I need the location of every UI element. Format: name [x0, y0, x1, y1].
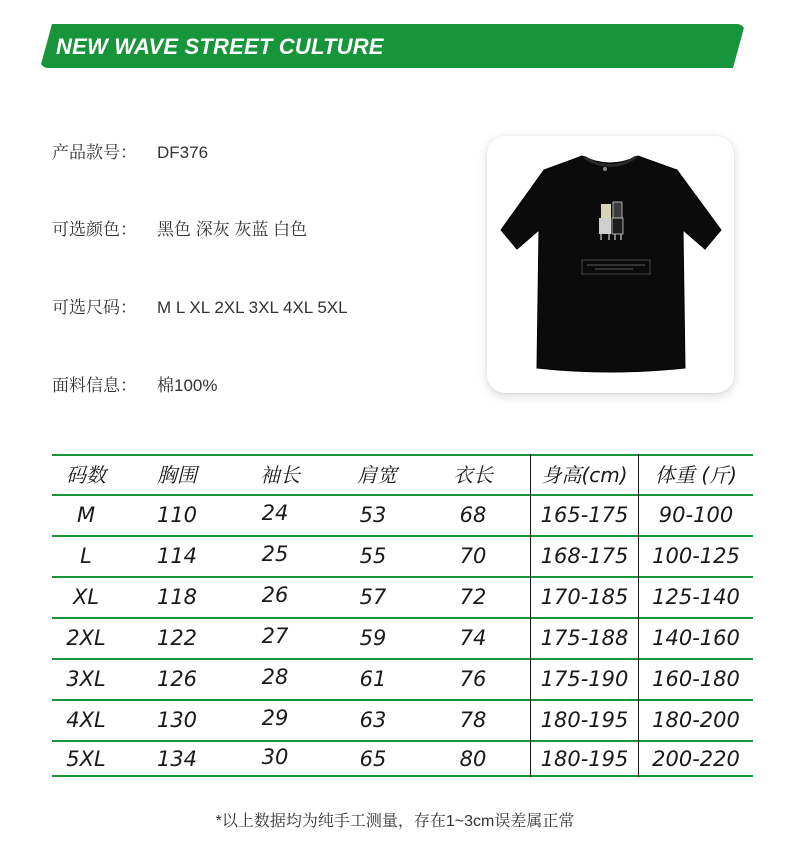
table-cell: 134	[156, 747, 198, 771]
table-cell: 168-175	[540, 544, 629, 568]
table-cell: 30	[261, 745, 289, 769]
table-cell: 59	[359, 626, 387, 650]
table-cell: 200-220	[652, 747, 740, 771]
table-cell: 175-190	[540, 667, 629, 691]
table-cell: 118	[156, 585, 198, 609]
table-rule	[52, 775, 753, 777]
product-image-card	[487, 136, 734, 393]
banner-title: NEW WAVE STREET CULTURE	[56, 34, 384, 59]
table-row	[52, 577, 753, 618]
table-header-cell: 胸围	[157, 463, 197, 487]
table-cell: 76	[459, 667, 487, 691]
table-header-cell: 衣长	[453, 463, 493, 487]
info-value: 黑色 深灰 灰蓝 白色	[157, 220, 308, 239]
info-label: 产品款号：	[52, 143, 137, 162]
table-cell: 65	[359, 747, 387, 771]
table-cell: 29	[261, 706, 289, 730]
table-cell: 126	[156, 667, 198, 691]
table-cell: 27	[261, 624, 289, 648]
info-label: 面料信息：	[52, 376, 137, 395]
info-row-fabric	[52, 375, 217, 397]
table-header-row	[52, 455, 753, 496]
table-cell: 63	[359, 708, 387, 732]
info-row-sizes	[52, 297, 348, 319]
table-cell: 68	[459, 503, 487, 527]
table-cell: 4XL	[66, 708, 106, 732]
table-cell: 78	[459, 708, 487, 732]
table-cell: 110	[156, 503, 198, 527]
table-cell: 57	[359, 585, 387, 609]
table-cell: 122	[156, 626, 198, 650]
table-cell: 114	[156, 544, 198, 568]
table-row	[52, 536, 753, 577]
table-cell: 100-125	[652, 544, 740, 568]
table-row	[52, 659, 753, 700]
table-cell: 90-100	[658, 503, 734, 527]
table-cell: 3XL	[66, 667, 106, 691]
table-cell: 53	[359, 503, 387, 527]
table-cell: XL	[72, 585, 100, 609]
table-cell: 140-160	[652, 626, 740, 650]
table-cell: 74	[459, 626, 487, 650]
table-cell: 130	[156, 708, 198, 732]
table-cell: 72	[459, 585, 487, 609]
table-cell: 26	[261, 583, 289, 607]
table-cell: 160-180	[652, 667, 740, 691]
info-label: 可选颜色：	[52, 220, 137, 239]
table-cell: 24	[261, 501, 289, 525]
table-row	[52, 739, 753, 775]
table-cell: 61	[359, 667, 387, 691]
table-cell: 55	[359, 544, 387, 568]
table-header-cell: 肩宽	[357, 463, 397, 487]
table-row	[52, 618, 753, 659]
info-label: 可选尺码：	[52, 298, 137, 317]
table-cell: 28	[261, 665, 289, 689]
table-cell: 165-175	[540, 503, 629, 527]
size-table	[52, 454, 753, 777]
table-header-cell: 身高(cm)	[541, 463, 628, 487]
table-header-cell: 袖长	[260, 463, 300, 487]
info-value: DF376	[157, 143, 209, 162]
table-cell: 170-185	[540, 585, 629, 609]
table-cell: 125-140	[652, 585, 740, 609]
table-cell: 5XL	[66, 747, 106, 771]
table-row	[52, 495, 753, 536]
table-row	[52, 700, 753, 741]
table-header-cell: 码数	[66, 463, 106, 487]
black-tshirt-image	[487, 136, 734, 393]
table-cell: L	[80, 544, 92, 568]
info-value: 棉100%	[157, 376, 218, 395]
table-cell: 180-195	[540, 747, 629, 771]
info-row-style-number	[52, 142, 208, 164]
table-cell: 180-200	[652, 708, 740, 732]
table-cell: 25	[261, 542, 289, 566]
table-header-cell: 体重 (斤)	[655, 463, 737, 487]
measurement-note: *以上数据均为纯手工测量，存在1~3cm误差属正常	[215, 813, 575, 830]
table-cell: M	[76, 503, 96, 527]
info-value: M L XL 2XL 3XL 4XL 5XL	[157, 298, 348, 317]
info-row-colors	[52, 219, 307, 241]
table-cell: 70	[459, 544, 487, 568]
table-cell: 180-195	[540, 708, 629, 732]
table-cell: 80	[459, 747, 487, 771]
table-cell: 2XL	[66, 626, 106, 650]
table-cell: 175-188	[540, 626, 629, 650]
